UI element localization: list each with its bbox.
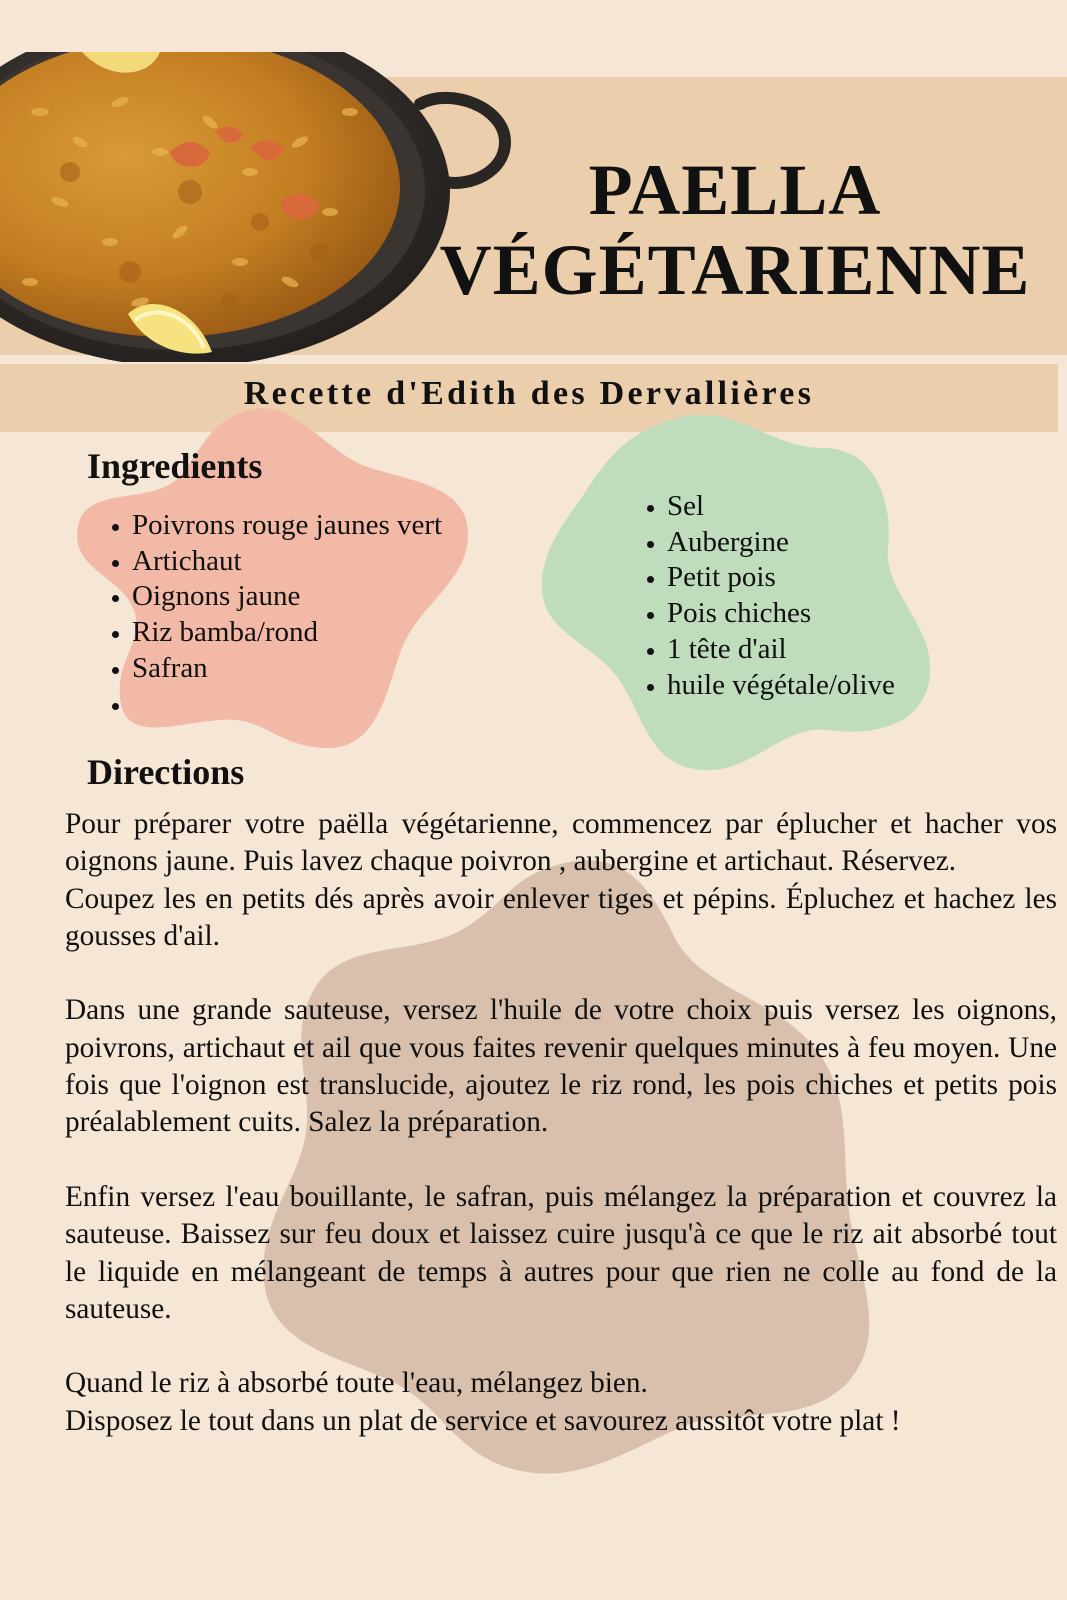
ingredient-item-empty [132, 687, 572, 723]
direction-paragraph: Coupez les en petits dés après avoir enlever tiges et pépins. Épluchez et hachez les gousses d'ail. [65, 882, 1057, 952]
ingredient-item: • Safran [132, 651, 572, 687]
title-line-1: PAELLA [588, 150, 882, 230]
ingredient-item: • Aubergine [667, 525, 1067, 561]
ingredients-heading: Ingredients [87, 446, 263, 486]
recipe-author: Recette d'Edith des Dervallières [243, 375, 815, 412]
directions-heading: Directions [87, 752, 245, 792]
direction-paragraph: Pour préparer votre paëlla végétarienne, commencez par éplucher et hacher vos oignons jaune. Puis lavez chaque poivron , aubergine et artichaut. Réservez. [65, 808, 1057, 878]
ingredient-item: • Petit pois [667, 560, 1067, 596]
recipe-title [430, 150, 1040, 310]
direction-paragraph: Enfin versez l'eau bouillante, le safran, puis mélangez la préparation et couvrez la sauteuse. Baissez sur feu doux et laissez cuire jusqu'à ce que le riz ait absorbé tout le liquide en mélangeant de temps à autres pour que rien ne colle au fond de la sauteuse. [65, 1180, 1057, 1325]
paragraph-spacer [65, 1142, 1057, 1179]
ingredient-item: • Oignons jaune [132, 579, 572, 615]
ingredient-item: • Poivrons rouge jaunes vert [132, 508, 572, 544]
ingredient-item: • Riz bamba/rond [132, 615, 572, 651]
paragraph-spacer [65, 1328, 1057, 1365]
ingredients-list-left [87, 508, 572, 722]
ingredient-item: • 1 tête d'ail [667, 632, 1067, 668]
directions-body [65, 806, 1057, 1440]
ingredient-item: • Sel [667, 489, 1067, 525]
paragraph-spacer [65, 955, 1057, 992]
ingredient-item: • Pois chiches [667, 596, 1067, 632]
direction-paragraph: Quand le riz à absorbé toute l'eau, mélangez bien. [65, 1367, 648, 1400]
direction-paragraph: Disposez le tout dans un plat de service et savourez aussitôt votre plat ! [65, 1404, 901, 1437]
title-line-2: VÉGÉTARIENNE [439, 230, 1031, 310]
ingredient-item: • huile végétale/olive [667, 668, 1067, 704]
direction-paragraph: Dans une grande sauteuse, versez l'huile de votre choix puis versez les oignons, poivrons, artichaut et ail que vous faites revenir quelques minutes à feu moyen. Une fois que l'oignon est translucide, ajoutez le riz rond, les pois chiches et petits pois préalablement cuits. Salez la préparation. [65, 994, 1057, 1139]
ingredients-list-right [622, 489, 1067, 703]
ingredient-item: • Artichaut [132, 544, 572, 580]
